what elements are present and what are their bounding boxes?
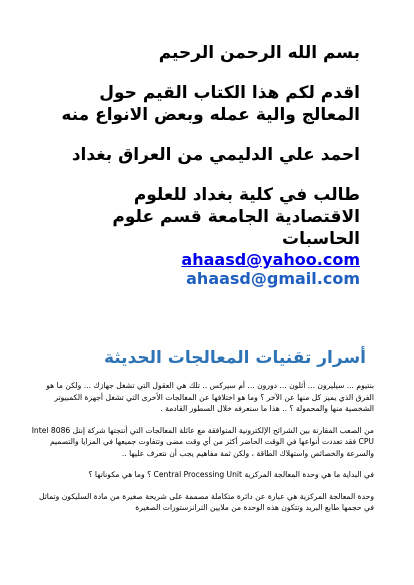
article-paragraph-3: في البداية ما هي وحدة المعالجة المركزية Central Processing Unit ؟ وما هي مكوناتها ؟ — [88, 470, 374, 479]
dedication-line-1: اقدم لكم هذا الكتاب القيم حول — [99, 83, 360, 103]
article-paragraph-2: من الصعب المقارنة بين الشرائح الإلكترونية المتوافقة مع عائلة المعالجات التي أنتجتها شركة إنتل Intel 8086 CPU فقد تعددت أنواعها في الوقت الحاضر أكثر من أي وقت مضى وتتفاوت جميعها في المزايا والتصميم والسرعة والخصائص واستهلاك الطاقة ، ولكن ثمة مفاهيم يجب أن نتعرف عليها .. — [31, 425, 374, 458]
author-line: احمد علي الدليمي من العراق بغداد — [71, 145, 360, 165]
basmala: بسم الله الرحمن الرحيم — [158, 43, 360, 63]
email-yahoo-link[interactable]: ahaasd@yahoo.com — [181, 250, 360, 269]
intro-block — [30, 42, 360, 288]
student-line-2: الاقتصادية الجامعة قسم علوم — [112, 207, 360, 227]
email-gmail: ahaasd@gmail.com — [186, 269, 360, 288]
article-title: أسرار تقنيات المعالجات الحديثة — [103, 348, 366, 368]
student-line-3: الحاسبات — [282, 229, 360, 249]
article-paragraph-1: بنتيوم ... سيليرون ... أثلون ... دورون ... أم سيركس .. تلك هي العقول التي تشغل جهازك ... ولكن ما هو الفرق الذي يميز كل منها عن الآخر ؟ وما هو اختلافها عن المعالجات الأخرى التي تشغل أجهزة الكمبيوتر الشخصية منها والمحمولة ؟ .. هذا ما سنعرفه خلال السطور القادمة . — [46, 381, 374, 413]
article-paragraph-4: وحدة المعالجة المركزية هي عبارة عن دائرة متكاملة مصممة على شريحة صغيرة من مادة السليكون وتماثل في حجمها طابع البريد وتتكون هذه الوحدة من ملايين الترانزستورات الصغيرة — [38, 491, 374, 512]
article-body — [28, 380, 374, 524]
student-line-1: طالب في كلية بغداد للعلوم — [133, 185, 360, 205]
dedication-line-2: المعالج والية عمله وبعض الانواع منه — [61, 105, 360, 125]
